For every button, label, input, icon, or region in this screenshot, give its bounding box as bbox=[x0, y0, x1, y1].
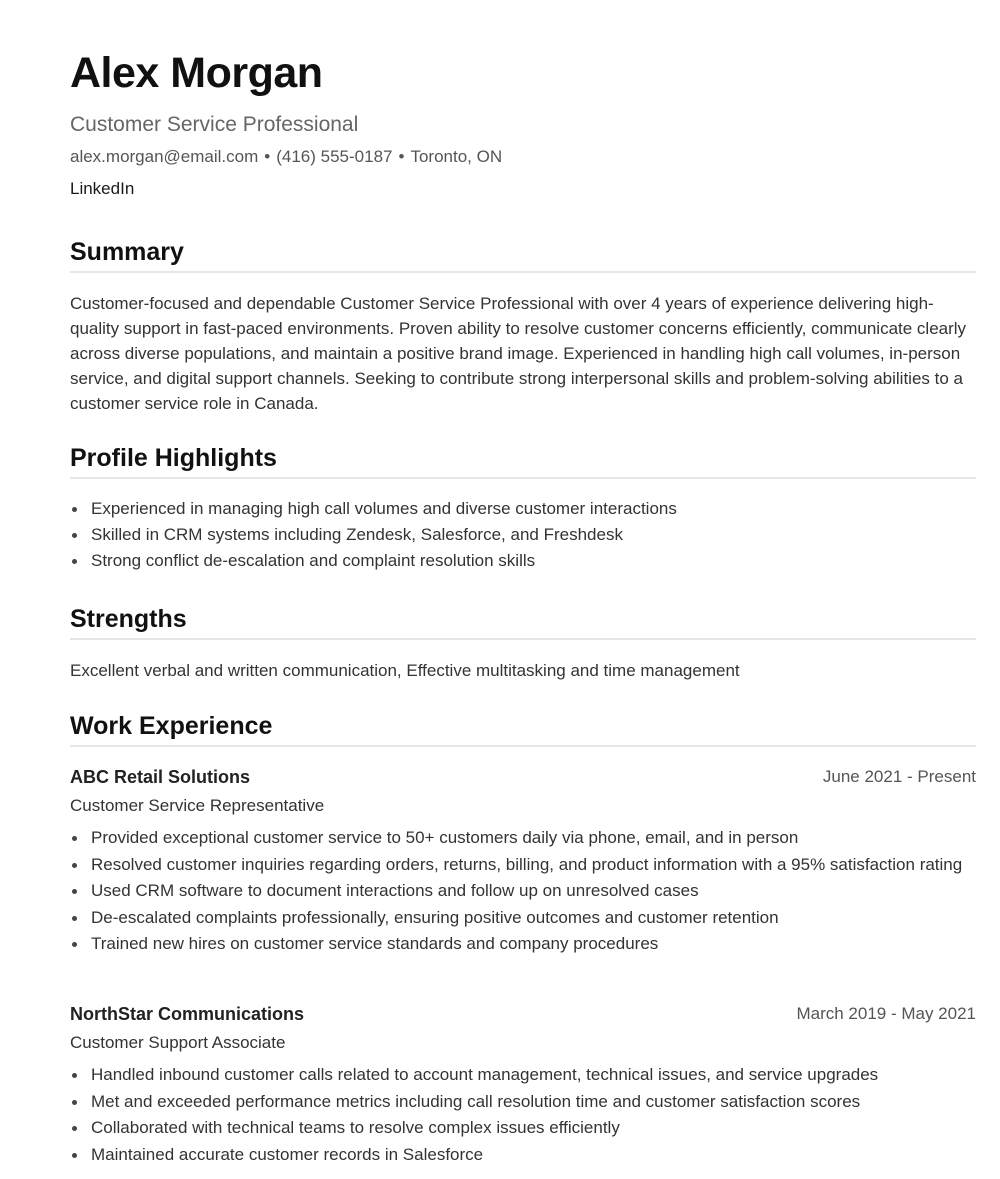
summary-text: Customer-focused and dependable Customer Service Professional with over 4 years of experience delivering high-quality support in fast-paced environments. Proven ability to resolve customer concerns efficiently, communicate clearly across diverse populations, and maintain a positive brand image. Experienced in handling high call volumes, in-person service, and digital support channels. Seeking to contribute strong interpersonal skills and problem-solving abilities to a customer service role in Canada. bbox=[70, 294, 967, 413]
strengths-text: Excellent verbal and written communication, Effective multitasking and time management bbox=[70, 661, 740, 680]
list-item: Handled inbound customer calls related to account management, technical issues, and service upgrades bbox=[70, 1062, 976, 1087]
company-name: ABC Retail Solutions bbox=[70, 767, 251, 787]
list-item: Resolved customer inquiries regarding orders, returns, billing, and product information with a 95% satisfaction rating bbox=[70, 852, 976, 877]
experience-heading: Work Experience bbox=[70, 711, 976, 747]
email-text: alex.morgan@email.com bbox=[70, 147, 259, 166]
list-item: Used CRM software to document interactions and follow up on unresolved cases bbox=[70, 878, 976, 903]
job-dates: March 2019 - May 2021 bbox=[796, 1004, 976, 1023]
contact-separator: • bbox=[264, 147, 271, 166]
job-dates: June 2021 - Present bbox=[822, 767, 976, 786]
list-item: Experienced in managing high call volumes and diverse customer interactions bbox=[70, 496, 976, 522]
list-item: Maintained accurate customer records in Salesforce bbox=[70, 1142, 976, 1167]
list-item: De-escalated complaints professionally, ensuring positive outcomes and customer retention bbox=[70, 905, 976, 930]
list-item: Strong conflict de-escalation and complaint resolution skills bbox=[70, 548, 976, 574]
job-bullets bbox=[70, 825, 976, 958]
highlights-heading: Profile Highlights bbox=[70, 443, 976, 479]
list-item: Provided exceptional customer service to 50+ customers daily via phone, email, and in person bbox=[70, 825, 976, 850]
candidate-name: Alex Morgan bbox=[70, 49, 323, 97]
location-text: Toronto, ON bbox=[410, 147, 503, 166]
job-role: Customer Support Associate bbox=[70, 1033, 286, 1052]
job-bullets bbox=[70, 1062, 976, 1168]
list-item: Trained new hires on customer service standards and company procedures bbox=[70, 931, 976, 956]
summary-heading: Summary bbox=[70, 237, 976, 273]
contact-separator: • bbox=[398, 147, 405, 166]
list-item: Skilled in CRM systems including Zendesk, Salesforce, and Freshdesk bbox=[70, 522, 976, 548]
strengths-heading: Strengths bbox=[70, 604, 976, 640]
job-header bbox=[70, 1004, 976, 1028]
job-role: Customer Service Representative bbox=[70, 796, 325, 815]
list-item: Met and exceeded performance metrics including call resolution time and customer satisfaction scores bbox=[70, 1089, 976, 1114]
contact-line bbox=[70, 147, 502, 167]
job-header bbox=[70, 767, 976, 791]
company-name: NorthStar Communications bbox=[70, 1004, 305, 1024]
phone-text: (416) 555-0187 bbox=[276, 147, 393, 166]
highlights-list bbox=[70, 496, 976, 574]
list-item: Collaborated with technical teams to resolve complex issues efficiently bbox=[70, 1115, 976, 1140]
candidate-headline: Customer Service Professional bbox=[70, 113, 359, 136]
linkedin-link[interactable]: LinkedIn bbox=[70, 179, 135, 198]
